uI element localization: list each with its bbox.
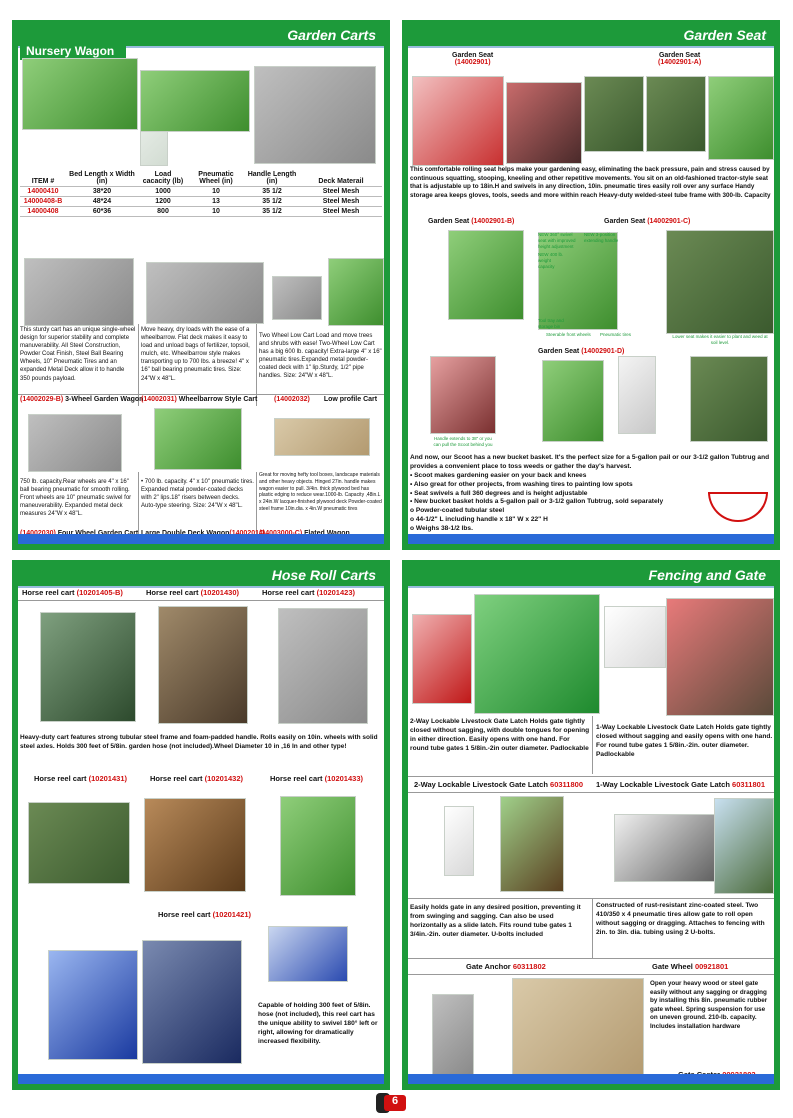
nursery-wagon-photo xyxy=(22,58,138,130)
low-cart-garden-photo xyxy=(328,258,384,326)
woman-on-seat-photo xyxy=(506,82,582,164)
gate-latch-2way-caption: 2-Way Lockable Livestock Gate Latch 60311800 xyxy=(414,780,583,789)
gate-latch-1way-desc: 1-Way Lockable Livestock Gate Latch Holds gate tightly closed without sagging and easily opens with one hand. For round tube gates 1 5/8in.-2in. outer diameter. Padlockable xyxy=(596,724,773,758)
hose-cart-4-photo xyxy=(28,802,130,884)
table-row: 14000408 60*36 800 10 35 1/2 Steel Mesh xyxy=(20,207,382,217)
hose-cart-4-label: Horse reel cart (10201431) xyxy=(34,774,127,783)
bucket-seat-photo xyxy=(430,356,496,434)
section-title: Garden Seat xyxy=(683,27,766,43)
scoot-handle-photo xyxy=(618,356,656,434)
gardener-photo-1 xyxy=(584,76,644,152)
garden-seat-5-label: Garden Seat (14002901-D) xyxy=(538,348,625,355)
green-seat-photo xyxy=(708,76,774,160)
hose-cart-1-photo xyxy=(40,612,136,722)
woman-scoot-photo xyxy=(690,356,768,442)
wheelbarrow-cart-photo xyxy=(146,262,264,324)
gate-latch-1way-photo xyxy=(666,598,774,716)
callout-weight: NEW 400 lb. weight capacity xyxy=(538,252,564,270)
garden-seat-3-label: Garden Seat (14002901-B) xyxy=(428,218,515,225)
three-wheel-wagon-caption: (14002029-B) 3-Wheel Garden Wagon xyxy=(20,396,144,403)
callout-tray: Tool tray and storage bin xyxy=(538,318,564,330)
gate-latch-1way-caption: 1-Way Lockable Livestock Gate Latch 60311801 xyxy=(596,780,765,789)
page-number: 6 xyxy=(384,1095,406,1111)
col-wheel: Pneumatic Wheel (in) xyxy=(188,170,244,187)
flated-wagon-desc: Great for moving hefty tool boxes, landscape materials and other heavy objects. Hinged 27in. handle makes wagon easier to pull. 3/4in. thick plywood bed has plastic edging to reduce wear.1000-lb. Capacity ,48in.L x 24in.W lacquer-finished plywood deck Powder-coated steel frame 10in.dia. x 4in.W pneumatic tires xyxy=(259,472,382,512)
hose-cart-desc2: Capable of holding 300 feet of 5/8in. hose (not included), this reel cart has the unique ability to swivel 180° left or right, allowing for dramatically increased flexibility. xyxy=(258,1002,378,1045)
hose-cart-3-label: Horse reel cart (10201423) xyxy=(262,588,355,597)
bucket-seat-d-photo xyxy=(542,360,604,442)
hose-cart-5-label: Horse reel cart (10201432) xyxy=(150,774,243,783)
table-row: 14000410 38*20 1000 10 35 1/2 Steel Mesh xyxy=(20,187,382,197)
low-profile-cart-desc: Two Wheel Low Cart Load and move trees and shrubs with ease! Two-Wheel Low Cart has a big 600 lb. capacity! Extra-large 4" x 16" pneumatic tires.Expanded metal powder-coated deck with 1" lip.Sturdy, 1/2" pipe handles. Size: 24"W x 48"L. xyxy=(259,333,382,380)
hose-cart-6-label: Horse reel cart (10201433) xyxy=(270,774,363,783)
hose-cart-desc: Heavy-duty cart features strong tubular steel frame and foam-padded handle. Rolls easily on 10in. wheels with solid steel axles. Holds 300 feet of 5/8in. garden hose (not included).Wheel Diameter 10 in ,16 In and other type! xyxy=(20,734,378,750)
nursery-wagon-title: Nursery Wagon xyxy=(20,42,126,60)
green-wagon-photo xyxy=(140,70,250,132)
hose-cart-5-photo xyxy=(144,798,246,892)
gardener-photo-2 xyxy=(646,76,706,152)
blue-hose-cart-small-photo xyxy=(268,926,348,982)
four-wheel-cart-desc: 750 lb. capacity.Rear wheels are 4" x 16" ball bearing pneumatic for smooth rolling. Front wheels are 10" pneumatic swivel for maneuverability. Expanded metal deck measures 24"W x 48"L. xyxy=(20,479,132,518)
garden-seat-header xyxy=(408,26,774,46)
lower-seat-note: Lower seat makes it easier to plant and weed at soil level. xyxy=(672,334,768,346)
hose-cart-3-photo xyxy=(278,608,368,724)
gate-latch-1way-parts-photo xyxy=(604,606,666,668)
callout-front-wheels: Steerable front wheels xyxy=(546,332,591,337)
table-row: 14000408-B 48*24 1200 13 35 1/2 Steel Mesh xyxy=(20,197,382,207)
col-load: Load cacacity (lb) xyxy=(138,170,188,187)
table-header-row xyxy=(20,170,382,187)
low-profile-cart-photo xyxy=(272,276,322,320)
callout-handle: NEW 3-position extending handle xyxy=(584,232,619,244)
blue-hose-cart-2-photo xyxy=(142,940,242,1064)
three-wheel-wagon-desc: This sturdy cart has an unique single-wheel design for superior stability and complete manuverability. All Steel Construction, Powder Coat Finish, Steel Ball Bearing Wheels, 10" Pneumatic Tires and an expanded Metal Deck allow it to handle 350 pounds payload. xyxy=(20,327,136,382)
blue-hose-cart-photo xyxy=(48,950,138,1060)
col-handle: Handle Length (in) xyxy=(244,170,300,187)
three-wheel-wagon-photo xyxy=(24,258,134,326)
hose-cart-7-label: Horse reel cart (10201421) xyxy=(158,910,251,919)
gate-caster-install-photo xyxy=(512,978,644,1082)
col-deck: Deck Materail xyxy=(300,170,382,187)
hose-roll-carts-panel xyxy=(12,560,390,1090)
hose-cart-2-photo xyxy=(158,606,248,724)
mesh-wagon-photo xyxy=(254,66,376,164)
callout-tires: Pneumatic tires xyxy=(600,332,632,337)
gate-anchor-photo xyxy=(500,796,564,892)
nursery-wagon-spec-table xyxy=(20,170,382,217)
hose-cart-6-photo xyxy=(280,796,356,896)
fencing-gate-header xyxy=(408,566,774,586)
hose-roll-carts-header xyxy=(18,566,384,586)
wheelbarrow-cart-desc: Move heavy, dry loads with the ease of a wheelbarrow. Flat deck makes it easy to load and unload bags of fertilizer, topsoil, mulch, etc. Wheelbarrow style makes transporting up to 700 lbs. a breeze! 4" x 16" ball bearing pneumatic tires. Size: 24"W x 48"L. xyxy=(141,327,250,382)
gate-wheel-install-photo xyxy=(714,798,774,894)
section-title: Garden Carts xyxy=(287,27,376,43)
handle-note: Handle extends to 38" or you can pull the Scoot behind you xyxy=(433,436,493,448)
gate-anchor-desc: Easily holds gate in any desired position, preventing it from swinging and sagging. Can also be used horizontally as a slide latch. Fits round tube gates 1 3/4in.-2in. outer diameter. U-bolts included xyxy=(410,904,581,938)
callout-swivel: NEW 360° swivel seat with improved height adjustment xyxy=(538,232,576,250)
garden-seat-2-label: Garden Seat (14002901-A) xyxy=(658,52,702,66)
lower-seat-photo xyxy=(666,230,774,334)
garden-seat-desc2: And now, our Scoot has a new bucket basket. It's the perfect size for a 5-gallon pail or our 3-1/2 gallon Tubtrug and provides a convenient place to toss weeds or gather the day's harvest. • Scoot makes gardening easier on your back and knees • Also great for other projects, from washing tires to painting low spots • Seat swivels a full 360 degrees and is height adjustable • New bucket basket holds a 5-gallon pail or 3-1/2 gallon Tubtrug, sold separately o Powder-coated tubular steel o 44-1/2" L including handle x 18" W x 22" H o Weighs 38-1/2 lbs. xyxy=(410,454,770,533)
garden-seat-1-label: Garden Seat (14002901) xyxy=(452,52,494,66)
gate-latch-2way-desc: 2-Way Lockable Livestock Gate Latch Holds gate tightly closed without sagging, with double tongues for opening in either direction. Easily opens with one hand. For round tube gates 1 5/8in.-2in outer diameter. Padlockable xyxy=(410,718,590,752)
double-deck-wagon-desc: • 700 lb. capacity. 4" x 10" pneumatic tires. Expanded metal powder-coated decks with 2" lips.18" risers between decks. Auto-type steering. Size: 24"W x 48"L. xyxy=(141,479,254,510)
double-deck-wagon-photo xyxy=(154,408,242,470)
gate-wheel-caption: Gate Wheel 00921801 xyxy=(652,962,729,971)
hose-cart-2-label: Horse reel cart (10201430) xyxy=(146,588,239,597)
garden-seat-panel xyxy=(402,20,780,550)
gate-latch-2way-parts-photo xyxy=(412,614,472,704)
gate-latch-2way-photo xyxy=(474,594,600,714)
gate-anchor-parts-photo xyxy=(444,806,474,876)
four-wheel-cart-photo xyxy=(28,414,122,472)
gate-caster-desc: Open your heavy wood or steel gate easily without any sagging or dragging by installing this 8in. pneumatic rubber gate wheel. Spring suspension for use on uneven ground. 210-lb. capacity. Includes installation hardware xyxy=(650,980,768,1030)
gate-caster-photo xyxy=(432,994,474,1076)
gate-wheel-desc: Constructed of rust-resistant zinc-coated steel. Two 410/350 x 4 pneumatic tires allow gate to roll open without sagging or dragging. Attaches to fencing with 2in. to 3in. dia. tubing using 2 U-bolts. xyxy=(596,902,765,936)
garden-carts-panel xyxy=(12,20,390,550)
gate-anchor-caption: Gate Anchor 60311802 xyxy=(466,962,546,971)
garden-seat-desc: This comfortable rolling seat helps make your gardening easy, eliminating the back pressure, pain and stress caused by continuous squatting, stooping, kneeling and other repetitive movements. You sit on an old-fashioned tractor-style seat that is adjustable up to 18in.H and swivels in any direction, 10in. pneumatic tires easily roll over any surface Handy storage area keeps gloves, tools, seeds and more within reach Heavy-duty welded-steel tube frame with 300-lb. Capacity xyxy=(410,166,771,199)
section-title: Fencing and Gate xyxy=(648,567,766,583)
col-item: ITEM # xyxy=(20,170,66,187)
hose-cart-1-label: Horse reel cart (10201405-B) xyxy=(22,588,123,597)
red-seat-photo xyxy=(412,76,504,166)
fencing-gate-panel xyxy=(402,560,780,1090)
garden-seat-4-label: Garden Seat (14002901-C) xyxy=(604,218,691,225)
low-profile-cart-caption: (14002032) Low profile Cart xyxy=(274,396,378,403)
col-bed: Bed Length x Width (in) xyxy=(66,170,138,187)
gate-wheel-photo xyxy=(614,814,724,882)
green-seat-b-photo xyxy=(448,230,524,320)
flated-wagon-photo xyxy=(274,418,370,456)
wheelbarrow-cart-caption: (14002031) Wheelbarrow Style Cart xyxy=(141,396,258,403)
section-title: Hose Roll Carts xyxy=(271,567,376,583)
